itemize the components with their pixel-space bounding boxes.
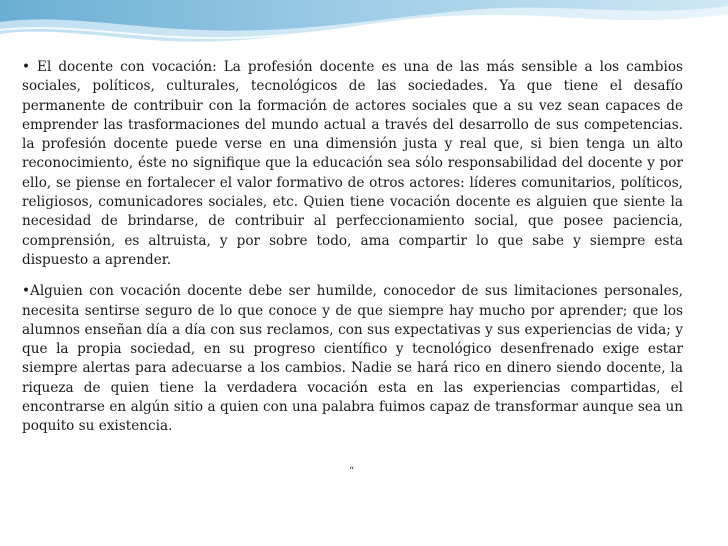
body-text (22, 58, 683, 449)
quote-mark: “ (349, 466, 355, 477)
paragraph-alguien-con-vocacion: •Alguien con vocación docente debe ser humilde, conocedor de sus limitaciones personales, necesita sentirse seguro de lo que conoce y de que siempre hay mucho por aprender; que los alumnos enseñan día a día con sus reclamos, con sus expectativas y sus experiencias de vida; y que la propia sociedad, en su progreso científico y tecnológico desenfrenado exige estar siempre alertas para adecuarse a los cambios. Nadie se hará rico en dinero siendo docente, la riqueza de quien tiene la verdadera vocación esta en las experiencias compartidas, el encontrarse en algún sitio a quien con una palabra fuimos capaz de transformar aunque sea un poquito su existencia. (22, 283, 683, 435)
paragraph-vocacion-docente: • El docente con vocación: La profesión docente es una de las más sensible a los cambios sociales, políticos, culturales, tecnológicos de las sociedades. Ya que tiene el desafío permanente de contribuir con la formación de actores sociales que a su vez sean capaces de emprender las trasformaciones del mundo actual a través del desarrollo de sus competencias. la profesión docente puede verse en una dimensión justa y real que, si bien tenga un alto reconocimiento, éste no signifique que la educación sea sólo responsabilidad del docente y por ello, se piense en fortalecer el valor formativo de otros actores: líderes comunitarios, políticos, religiosos, comunicadores sociales, etc. Quien tiene vocación docente es alguien que siente la necesidad de brindarse, de contribuir al perfeccionamiento social, que posee paciencia, comprensión, es altruista, y por sobre todo, ama compartir lo que sabe y siempre esta dispuesto a aprender. (22, 59, 683, 268)
